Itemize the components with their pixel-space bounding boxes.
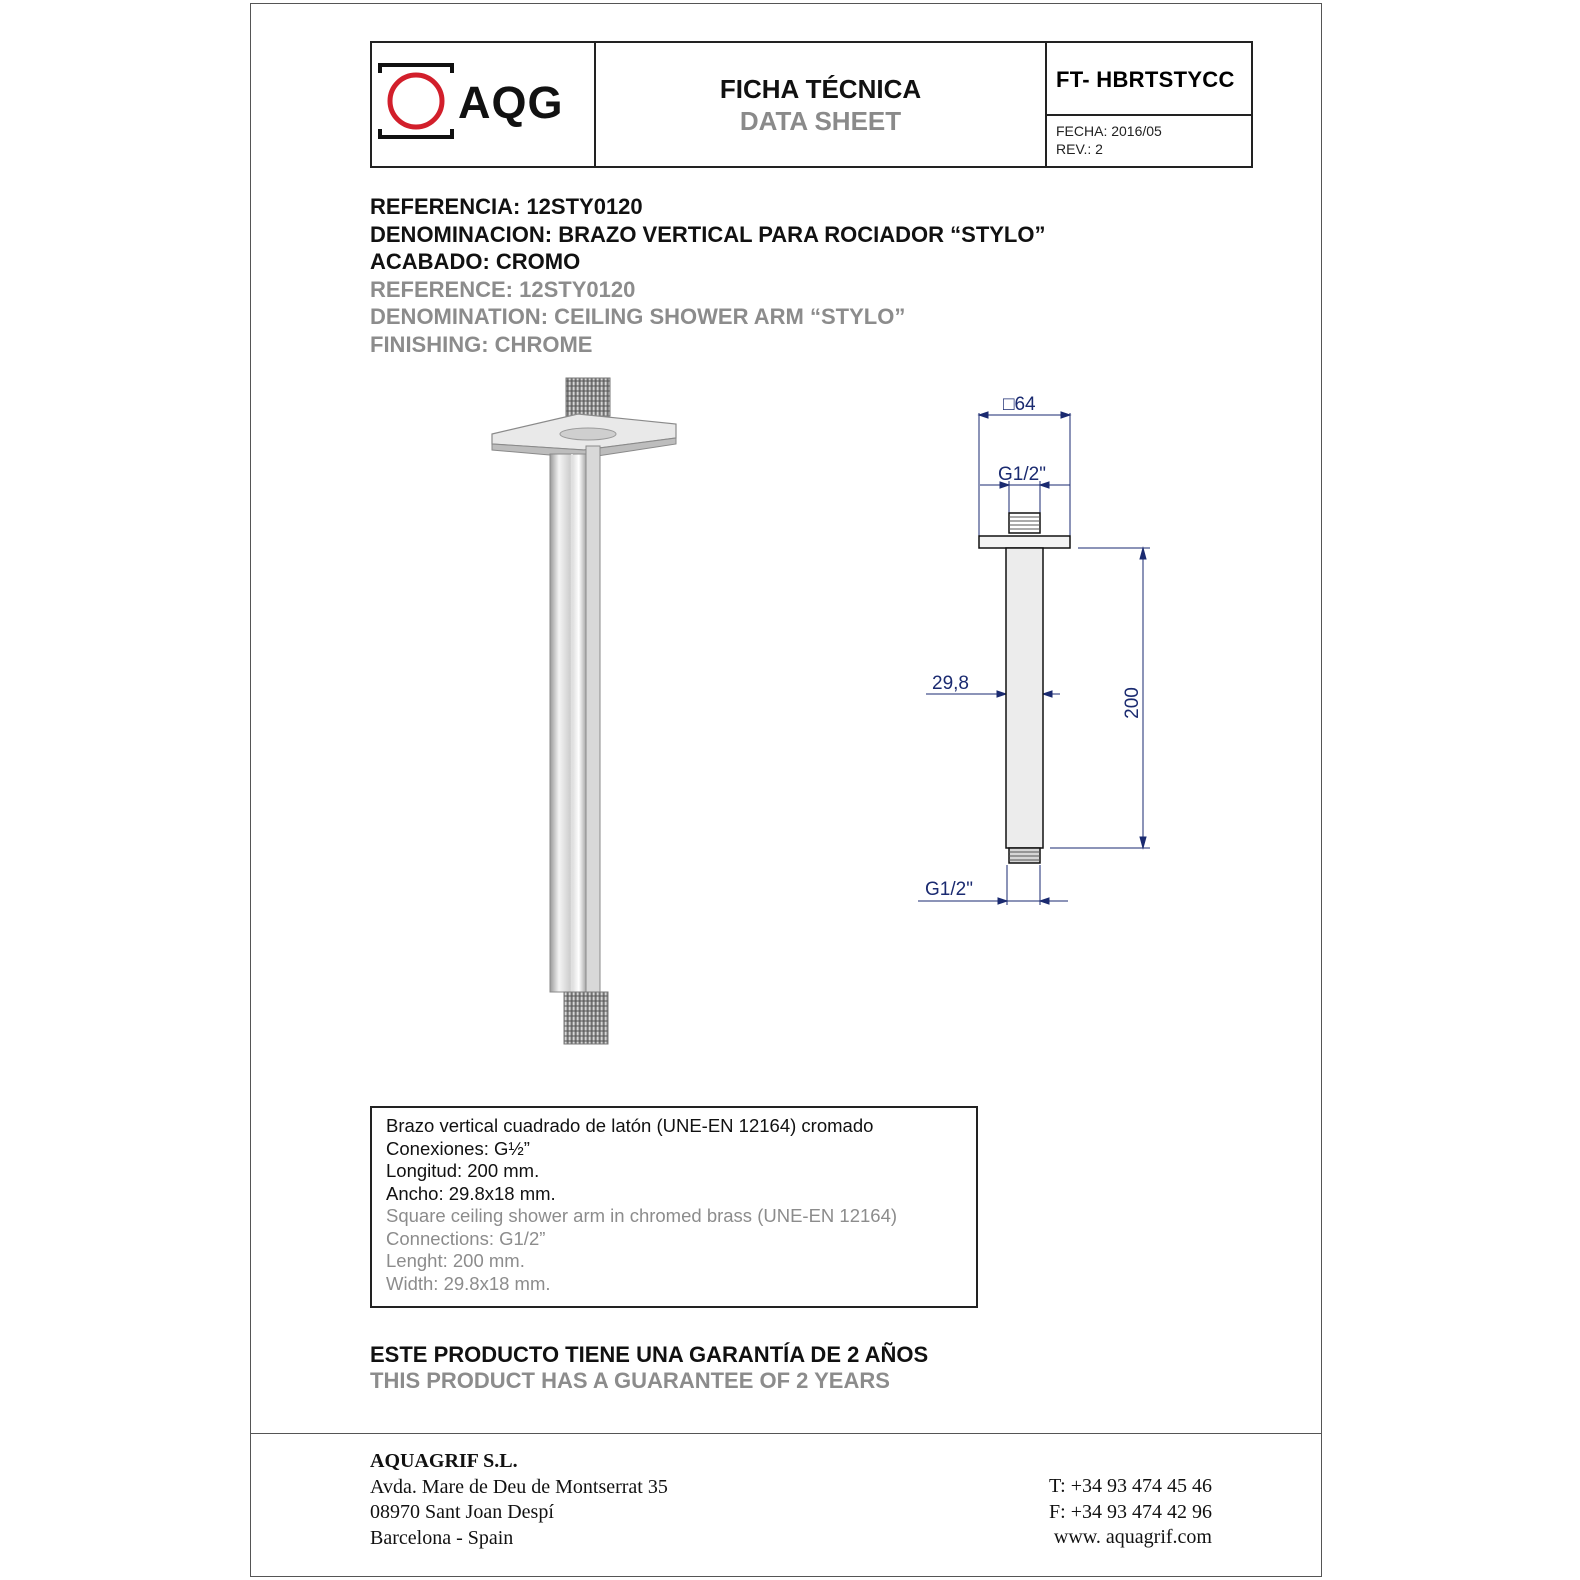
product-info [370,193,1045,358]
desc-en-line: Width: 29.8x18 mm. [386,1272,551,1294]
drawing-flange [979,536,1070,548]
dim-thread-top-label: G1/2" [998,464,1046,485]
footer-divider [250,1433,1322,1434]
referencia: REFERENCIA: 12STY0120 [370,194,643,219]
denomination: DENOMINATION: CEILING SHOWER ARM “STYLO” [370,304,906,329]
aqg-logo-icon [378,63,454,139]
doc-revision: REV.: 2 [1056,141,1103,157]
guarantee [370,1342,928,1394]
finishing: FINISHING: CHROME [370,331,593,357]
logo-text: AQG [458,77,564,128]
drawing-arm [1006,548,1043,848]
company-address [370,1449,668,1551]
fax: F: +34 93 474 42 96 [1049,1500,1212,1523]
doc-meta [1047,116,1251,158]
desc-es-line: Ancho: 29.8x18 mm. [386,1182,556,1204]
desc-es-line: Brazo vertical cuadrado de latón (UNE-EN 12164) cromado [386,1115,874,1136]
desc-en-line: Square ceiling shower arm in chromed brass (UNE-EN 12164) [386,1205,898,1226]
drawing-top-thread [1009,513,1040,533]
photo-top-thread [566,378,610,416]
dim-flange-label: □64 [1003,394,1036,415]
company-contact [1049,1474,1212,1551]
code-cell [1047,43,1251,166]
desc-es-line: Longitud: 200 mm. [386,1160,540,1181]
photo-arm [550,454,586,992]
desc-en-line: Connections: G1/2” [386,1227,546,1249]
technical-drawing [900,385,1170,925]
desc-en-line: Lenght: 200 mm. [386,1250,525,1271]
title-en: DATA SHEET [739,105,902,136]
guarantee-en: THIS PRODUCT HAS A GUARANTEE OF 2 YEARS [370,1368,890,1393]
denominacion: DENOMINACION: BRAZO VERTICAL PARA ROCIADOR “STYLO” [370,221,1046,247]
dim-length-label: 200 [1122,687,1143,719]
header-table [370,41,1253,168]
company-name: AQUAGRIF S.L. [370,1450,518,1472]
title-es: FICHA TÉCNICA [719,73,922,104]
doc-date: FECHA: 2016/05 [1056,123,1162,139]
description-box [370,1106,978,1308]
doc-code: FT- HBRTSTYCC [1047,43,1251,116]
desc-es-line: Conexiones: G½” [386,1137,530,1159]
reference: REFERENCE: 12STY0120 [370,276,636,302]
address-line: Avda. Mare de Deu de Montserrat 35 [370,1475,668,1498]
dim-width-label: 29,8 [932,673,969,694]
product-photo [480,372,700,1062]
phone: T: +34 93 474 45 46 [1048,1475,1212,1497]
guarantee-es: ESTE PRODUCTO TIENE UNA GARANTÍA DE 2 AÑOS [370,1342,929,1367]
website-link[interactable]: www. aquagrif.com [1053,1526,1212,1548]
address-line: 08970 Sant Joan Despí [370,1501,554,1523]
title-cell [596,43,1047,166]
dim-thread-bottom-label: G1/2" [925,879,973,900]
acabado: ACABADO: CROMO [370,249,581,274]
logo-cell [372,43,596,166]
address-line: Barcelona - Spain [370,1526,514,1549]
photo-bottom-thread [564,992,608,1044]
